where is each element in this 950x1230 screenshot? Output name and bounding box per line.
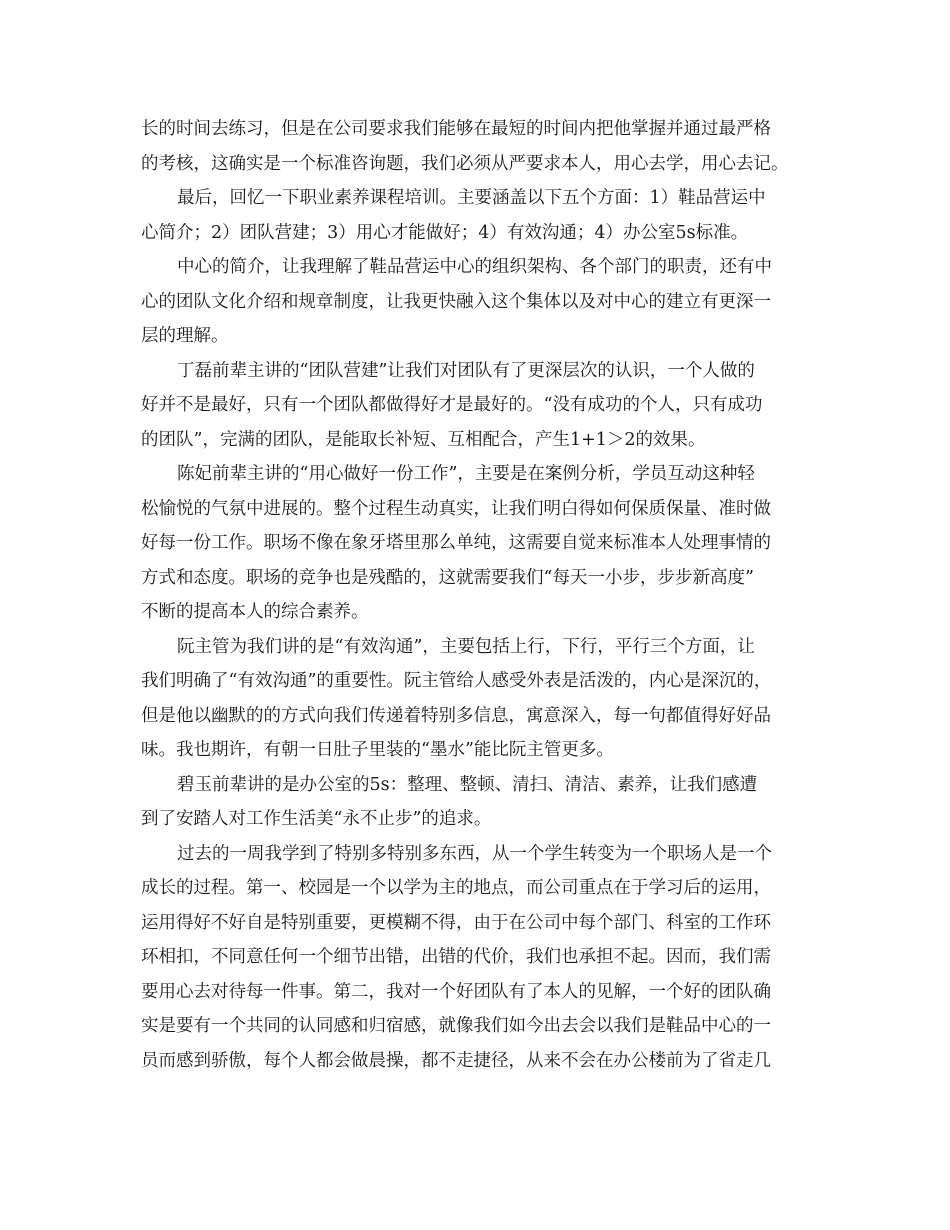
text-line: 成长的过程。第一、校园是一个以学为主的地点，而公司重点在于学习后的运用， [141,878,771,898]
text-line: 的考核，这确实是一个标准咨询题，我们必须从严要求本人，用心去学，用心去记。 [141,153,789,174]
text-line: 环相扣，不同意任何一个细节出错，出错的代价，我们也承担不起。因而，我们需 [141,947,771,967]
text-line: 长的时间去练习，但是在公司要求我们能够在最短的时间内把他掌握并通过最严格 [141,119,771,139]
text-line: 到了安踏人对工作生活美“永不止步”的追求。 [141,809,492,829]
text-line: 的团队”，完满的团队，是能取长补短、互相配合，产生1+1＞2的效果。 [141,429,706,450]
text-line: 好每一份工作。职场不像在象牙塔里那么单纯，这需要自觉来标准本人处理事情的 [141,533,771,553]
paragraph-first-line: 中心的简介，让我理解了鞋品营运中心的组织架构、各个部门的职责，还有中 [177,257,772,277]
text-line: 我们明确了“有效沟通”的重要性。阮主管给人感受外表是活泼的，内心是深沉的， [141,671,772,691]
text-line: 员而感到骄傲，每个人都会做晨操，都不走捷径，从来不会在办公楼前为了省走几 [141,1050,771,1071]
text-line: 心的团队文化介绍和规章制度，让我更快融入这个集体以及对中心的建立有更深一 [141,291,771,312]
paragraph-first-line: 陈妃前辈主讲的“用心做好一份工作”，主要是在案例分析，学员互动这种轻 [177,464,755,484]
text-line: 方式和态度。职场的竞争也是残酷的，这就需要我们“每天一小步，步步新高度” [141,567,754,588]
text-line: 运用得好不好自是特别重要，更模糊不得，由于在公司中每个部门、科室的工作环 [141,912,771,933]
text-line: 松愉悦的气氛中进展的。整个过程生动真实，让我们明白得如何保质保量、准时做 [141,498,771,519]
text-line: 味。我也期许，有朝一日肚子里装的“墨水”能比阮主管更多。 [141,740,614,760]
paragraph-first-line: 最后，回忆一下职业素养课程培训。主要涵盖以下五个方面：1）鞋品营运中 [177,188,766,208]
text-line: 实是要有一个共同的认同感和归宿感，就像我们如今出去会以我们是鞋品中心的一 [141,1016,771,1036]
body-text [141,112,821,1078]
paragraph-first-line: 丁磊前辈主讲的“团队营建”让我们对团队有了更深层次的认识，一个人做的 [177,360,755,381]
paragraph-first-line: 过去的一周我学到了特别多特别多东西，从一个学生转变为一个职场人是一个 [177,843,772,864]
text-line: 不断的提高本人的综合素养。 [141,602,369,622]
text-line: 层的理解。 [141,326,229,346]
paragraph-first-line: 碧玉前辈讲的是办公室的5s：整理、整顿、清扫、清洁、素养，让我们感遭 [177,774,758,795]
paragraph-first-line: 阮主管为我们讲的是“有效沟通”，主要包括上行，下行，平行三个方面，让 [177,636,755,657]
text-line: 好并不是最好，只有一个团队都做得好才是最好的。“没有成功的个人，只有成功 [141,395,763,415]
text-line: 要用心去对待每一件事。第二，我对一个好团队有了本人的见解，一个好的团队确 [141,981,771,1002]
text-line: 心简介；2）团队营建；3）用心才能做好；4）有效沟通；4）办公室5s标准。 [141,222,749,243]
text-line: 但是他以幽默的的方式向我们传递着特别多信息，寓意深入，每一句都值得好好品 [141,705,771,726]
